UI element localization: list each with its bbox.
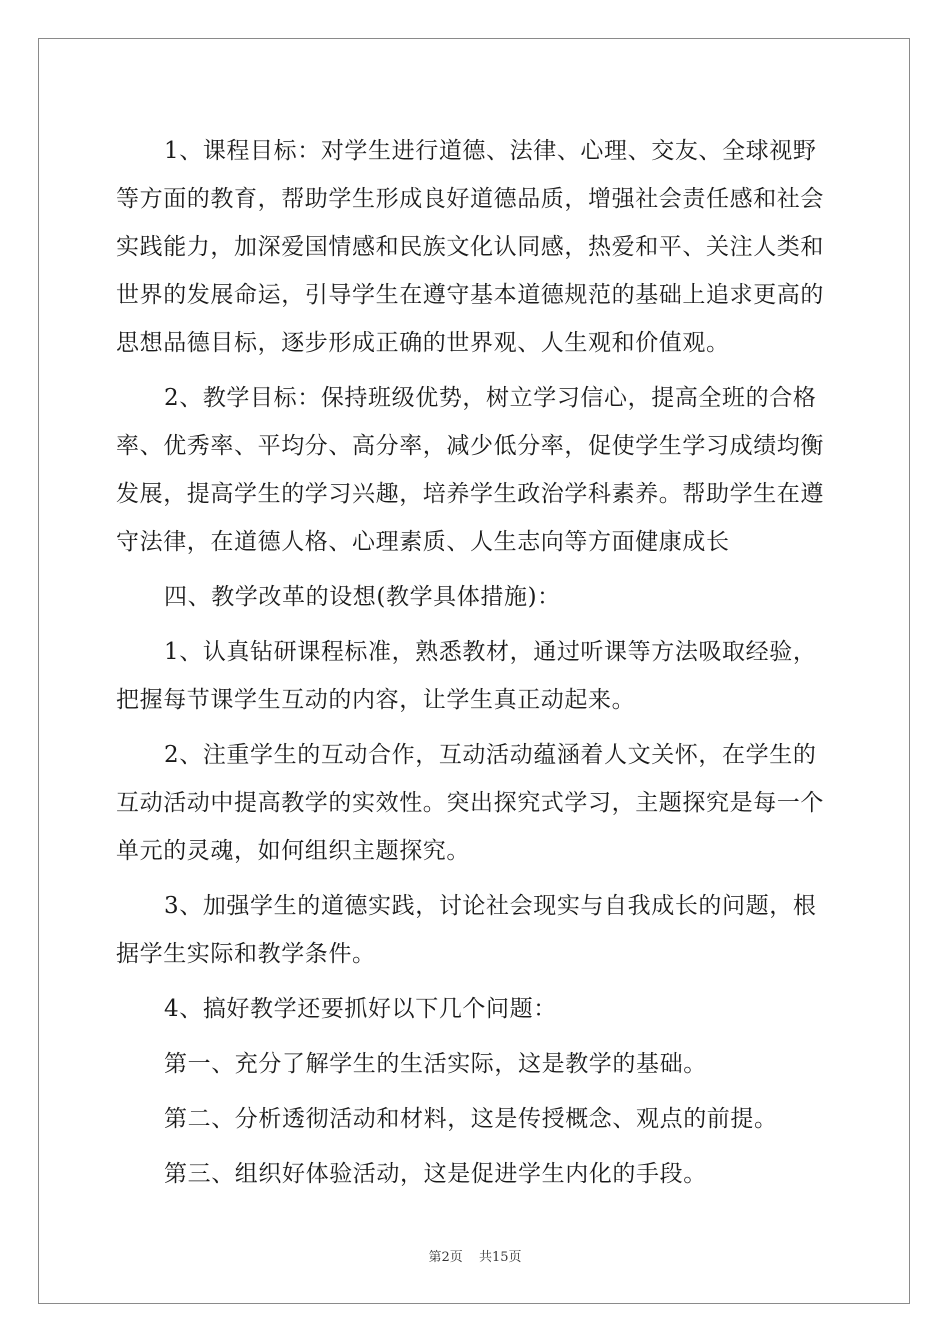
paragraph-measure-3 <box>116 882 836 978</box>
paragraph-point-1 <box>116 1040 836 1088</box>
page-total: 共15页 <box>478 1250 522 1265</box>
text-line: 第一、充分了解学生的生活实际，这是教学的基础。 <box>164 1051 707 1077</box>
text-line: 实践能力，加深爱国情感和民族文化认同感，热爱和平、关注人类和 <box>116 234 824 260</box>
text-line: 世界的发展命运，引导学生在遵守基本道德规范的基础上追求更高的 <box>116 282 824 308</box>
text-line: 率、优秀率、平均分、高分率，减少低分率，促使学生学习成绩均衡 <box>116 433 824 459</box>
text-line: 四、教学改革的设想(教学具体措施)： <box>164 584 561 610</box>
paragraph-measure-4 <box>116 985 836 1033</box>
paragraph-measure-2 <box>116 731 836 875</box>
page-footer <box>0 1246 950 1265</box>
text-line: 把握每节课学生互动的内容，让学生真正动起来。 <box>116 687 636 713</box>
text-line: 2、注重学生的互动合作，互动活动蕴涵着人文关怀，在学生的 <box>164 742 817 768</box>
text-line: 1、课程目标：对学生进行道德、法律、心理、交友、全球视野 <box>164 138 817 164</box>
text-line: 等方面的教育，帮助学生形成良好道德品质，增强社会责任感和社会 <box>116 186 824 212</box>
text-line: 第二、分析透彻活动和材料，这是传授概念、观点的前提。 <box>164 1106 778 1132</box>
paragraph-point-3 <box>116 1150 836 1198</box>
paragraph-point-2 <box>116 1095 836 1143</box>
text-line: 第三、组织好体验活动，这是促进学生内化的手段。 <box>164 1161 707 1187</box>
text-line: 守法律，在道德人格、心理素质、人生志向等方面健康成长 <box>116 529 730 555</box>
paragraph-teaching-goal <box>116 374 836 566</box>
text-line: 4、搞好教学还要抓好以下几个问题： <box>164 996 557 1022</box>
text-line: 据学生实际和教学条件。 <box>116 941 376 967</box>
text-line: 2、教学目标：保持班级优势，树立学习信心，提高全班的合格 <box>164 385 817 411</box>
page-number: 第2页 <box>428 1250 463 1265</box>
text-line: 3、加强学生的道德实践，讨论社会现实与自我成长的问题，根 <box>164 893 817 919</box>
text-line: 发展，提高学生的学习兴趣，培养学生政治学科素养。帮助学生在遵 <box>116 481 824 507</box>
document-body <box>116 127 836 1198</box>
text-line: 思想品德目标，逐步形成正确的世界观、人生观和价值观。 <box>116 330 730 356</box>
paragraph-measure-1 <box>116 628 836 724</box>
section-heading-reform <box>116 573 836 621</box>
text-line: 互动活动中提高教学的实效性。突出探究式学习，主题探究是每一个 <box>116 790 824 816</box>
text-line: 1、认真钻研课程标准，熟悉教材，通过听课等方法吸取经验， <box>164 639 817 665</box>
text-line: 单元的灵魂，如何组织主题探究。 <box>116 838 470 864</box>
paragraph-course-goal <box>116 127 836 367</box>
